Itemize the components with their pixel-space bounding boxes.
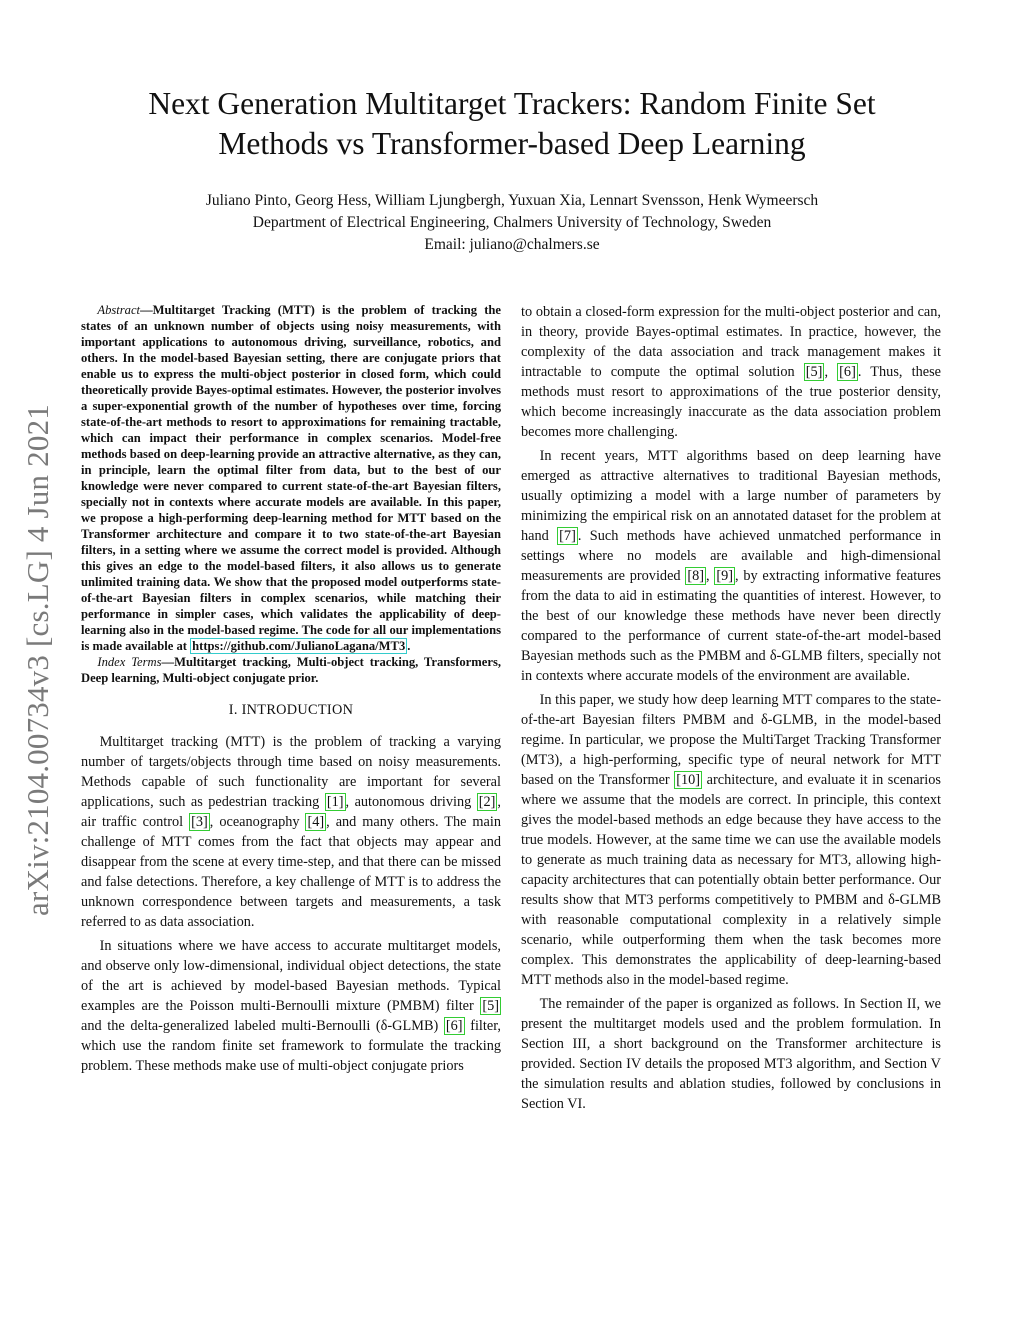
abstract-body: Multitarget Tracking (MTT) is the problem of tracking the states of an unknown number of objects using noisy measurements, with important applications to autonomous driving, surveillance, robotics, and others. In the model-based Bayesian setting, there are conjugate priors that enable us to express the multi-object posterior in closed form, which could theoretically provide Bayes-optimal estimates. However, the posterior involves a super-exponential growth of the number of hypotheses over time, forcing state-of-the-art methods to resort to approximations for remaining tractable, which can impact their performance in complex scenarios. Model-free methods based on deep-learning provide an attractive alternative, as they can, in principle, learn the optimal filter from data, but to the best of our knowledge were never compared to current state-of-the-art Bayesian filters, specially not in contexts where accurate models are available. In this paper, we propose a high-performing deep-learning method for MTT based on the Transformer architecture and compare it to two state-of-the-art Bayesian filters, in a setting where we assume the correct model is provided. Although this gives an edge to the model-based filters, it also allows us to generate unlimited training data. We show that the proposed model outperforms state-of-the-art Bayesian filters in complex scenarios, while matching their performance in simpler cases, which validates the applicability of deep-learning also in the model-based regime. The code for all our implementations is made available at xyxy=(81,303,501,653)
section-initial: I xyxy=(241,702,247,718)
text: , oceanography xyxy=(209,814,306,830)
citation-2[interactable]: [2] xyxy=(478,794,496,810)
arxiv-stamp-text: arXiv:2104.00734v3 [cs.LG] 4 Jun 2021 xyxy=(20,404,56,916)
section-title: NTRODUCTION xyxy=(246,702,354,718)
citation-6[interactable]: [6] xyxy=(445,1018,463,1034)
code-link[interactable]: https://github.com/JulianoLagana/MT3 xyxy=(192,639,406,653)
index-terms-body: Multitarget tracking, Multi-object tracking, Transformers, Deep learning, Multi-object conjugate prior. xyxy=(81,655,501,685)
text: , air traffic control xyxy=(81,794,501,830)
author-block xyxy=(90,190,934,256)
citation-4[interactable]: [4] xyxy=(307,814,325,830)
email: Email: juliano@chalmers.se xyxy=(424,236,600,253)
text: . Thus, these methods must resort to approximations of the true posterior density, which become increasingly inaccurate as the data association problem becomes more challenging. xyxy=(521,364,941,440)
abstract xyxy=(81,302,501,654)
text: , autonomous driving xyxy=(345,794,477,810)
index-terms xyxy=(81,654,501,686)
text: Multitarget tracking (MTT) is the problem of tracking a varying number of targets/objects through time based on noisy measurements. Methods capable of such functionality are important for several applications, such as pedestrian tracking xyxy=(81,734,501,810)
right-column xyxy=(521,302,941,1114)
index-terms-label: Index Terms xyxy=(97,655,162,669)
text: . Such methods have achieved unmatched performance in settings where no models are available and high-dimensional measurements are provided xyxy=(521,528,941,584)
citation-7[interactable]: [7] xyxy=(559,528,576,544)
text: filter, which use the random finite set framework to formulate the tracking problem. These methods make use of multi-object conjugate priors xyxy=(81,1018,501,1074)
citation-6[interactable]: [6] xyxy=(839,364,856,380)
abstract-dash: — xyxy=(140,303,153,317)
citation-1[interactable]: [1] xyxy=(326,794,344,810)
text: In situations where we have access to accurate multitarget models, and observe only low-dimensional, individual object detections, the state of the art is achieved by model-based Bayesian methods. Typical examples are the Poisson multi-Bernoulli mixture (PMBM) filter xyxy=(81,938,501,1014)
citation-5[interactable]: [5] xyxy=(482,998,499,1014)
affiliation: Department of Electrical Engineering, Chalmers University of Technology, Sweden xyxy=(252,214,772,231)
abstract-end: . xyxy=(407,639,411,653)
citation-9[interactable]: [9] xyxy=(716,568,733,584)
arxiv-stamp xyxy=(10,360,66,960)
intro-paragraph-2-cont xyxy=(521,302,941,442)
text: In this paper, we study how deep learning MTT compares to the state-of-the-art Bayesian filters PMBM and δ-GLMB, in the model-based regime. In particular, we propose the MultiTarget Tracking Transformer (MT3), a high-performing, specific type of neural network for MTT based on the Transformer xyxy=(521,692,941,788)
intro-paragraph-1 xyxy=(81,732,501,932)
left-column xyxy=(81,302,501,1076)
text: and the delta-generalized labeled multi-Bernoulli (δ-GLMB) xyxy=(81,1018,444,1034)
text: to obtain a closed-form expression for the multi-object posterior and can, in theory, provide Bayes-optimal estimates. In practice, however, the complexity of the data association and track management makes it intractable to compute the optimal solution xyxy=(521,304,941,380)
citation-10[interactable]: [10] xyxy=(676,772,701,788)
intro-paragraph-3 xyxy=(521,446,941,686)
citation-3[interactable]: [3] xyxy=(191,814,208,830)
section-heading-introduction xyxy=(81,700,501,720)
text: , by extracting informative features from the data to aid in estimating the quantities of interest. However, to the best of our knowledge these methods have never been directly compared to the performance of current state-of-the-art model-based Bayesian methods such as the PMBM and δ-GLMB filters, specially not in contexts where accurate models of the environment are available. xyxy=(521,568,941,684)
intro-paragraph-2 xyxy=(81,936,501,1076)
text: architecture, and evaluate it in scenarios where we assume that the models are correct. In principle, this context gives the model-based methods an edge because they have access to the true models. However, at the same time we can use the available models to generate as much training data as necessary for MT3, allowing high-capacity architectures that can potentially obtain better performance. Our results show that MT3 performs competitively to PMBM and δ-GLMB with reasonable computational complexity in a relatively simple scenario, while outperforming them when the task becomes more complex. This demonstrates the applicability of deep-learning-based MTT methods also in the model-based regime. xyxy=(521,772,941,988)
author-list: Juliano Pinto, Georg Hess, William Ljungbergh, Yuxuan Xia, Lennart Svensson, Henk Wymeersch xyxy=(205,192,819,209)
citation-5[interactable]: [5] xyxy=(805,364,823,380)
paper-title xyxy=(90,84,934,164)
text: In recent years, MTT algorithms based on deep learning have emerged as attractive alternatives to traditional Bayesian methods, usually optimizing a model with a large number of parameters by minimizing the empirical risk on an annotated dataset for the problem at hand xyxy=(521,448,941,544)
index-terms-dash: — xyxy=(161,655,175,669)
text: , xyxy=(824,364,838,380)
citation-8[interactable]: [8] xyxy=(687,568,704,584)
text: , xyxy=(706,568,715,584)
section-number: I. xyxy=(228,702,242,718)
text: , and many others. The main challenge of MTT comes from the fact that objects may appear and disappear from the scene at every time-step, and that there can be missed and false detections. Therefore, a key challenge of MTT is to address the unknown correspondence between targets and measurements, a task referred to as data association. xyxy=(81,814,502,930)
intro-paragraph-5: The remainder of the paper is organized as follows. In Section II, we present the multitarget models used and the problem formulation. In Section III, a short background on the Transformer architecture is provided. Section IV details the proposed MT3 algorithm, and Section V the simulation results and ablation studies, followed by conclusions in Section VI. xyxy=(521,996,941,1112)
intro-paragraph-4 xyxy=(521,690,941,990)
abstract-label: Abstract xyxy=(97,303,141,317)
title-line-1: Next Generation Multitarget Trackers: Random Finite Set xyxy=(148,86,876,121)
title-line-2: Methods vs Transformer-based Deep Learning xyxy=(218,126,806,161)
